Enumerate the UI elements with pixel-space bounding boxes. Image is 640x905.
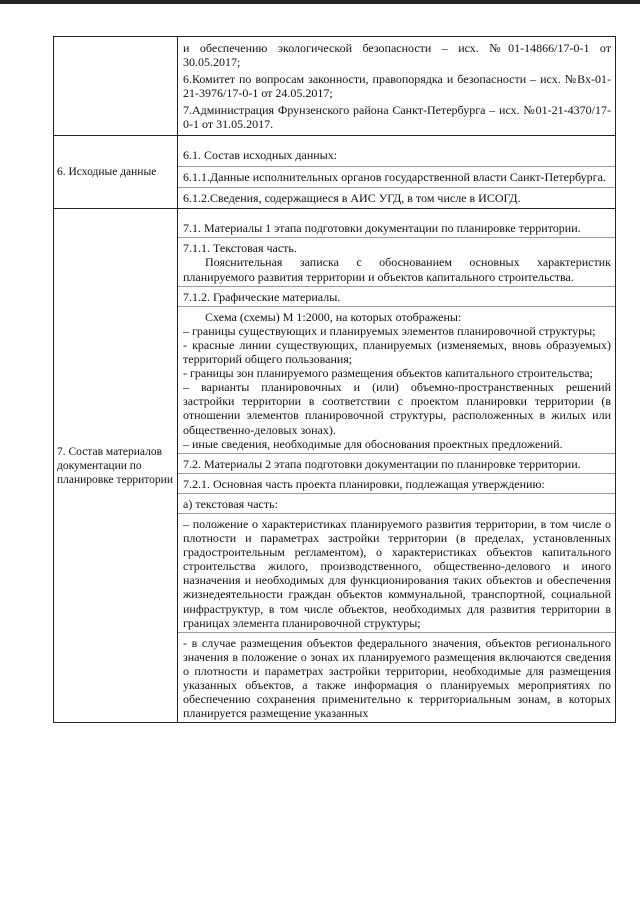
- list-item: – варианты планировочных и (или) объемно-пространственных решений застройки территории в соответствии с проектом планировки территории (в отношении элементов планировочной структуры, расположенных в жилых или общественно-деловых зонах).: [183, 380, 611, 437]
- paragraph: [178, 307, 615, 454]
- row-content-cell: [178, 136, 616, 209]
- paragraph: [178, 238, 615, 286]
- row-content-cell: [178, 209, 616, 723]
- list-item: – границы существующих и планируемых элементов планировочной структуры;: [183, 323, 596, 338]
- row-label: 6. Исходные данные: [57, 166, 157, 179]
- paragraph: 7.1.2. Графические материалы.: [178, 287, 615, 307]
- row-label: 7. Состав материалов документации по планировке территории: [57, 445, 173, 486]
- paragraph: 7.Администрация Фрунзенского района Санкт-Петербурга – исх. №01-21-4370/17-0-1 от 31.05.2017.: [183, 103, 611, 132]
- paragraph: 6.1.2.Сведения, содержащиеся в АИС УГД, в том числе в ИСОГД.: [183, 191, 521, 206]
- paragraph: 6.1.1.Данные исполнительных органов государственной власти Санкт-Петербурга.: [178, 167, 615, 188]
- row-label-cell: [54, 37, 178, 136]
- list-intro: Схема (схемы) М 1:2000, на которых отображены:: [205, 309, 462, 324]
- paragraph: – положение о характеристиках планируемого развития территории, в том числе о плотности и параметрах застройки территории (в пределах, установленных градостроительным регламентом), о характеристиках объектов капитального строительства жилого, производственного, общественно-делового и иного назначения и необходимых для функционирования таких объектов и обеспечения жизнедеятельности граждан объектов коммунальной, транспортной, социальной инфраструктур, в том числе объектов, необходимых для развития территории в границах элемента планировочной структуры;: [178, 514, 615, 633]
- top-border-line: [0, 0, 640, 4]
- paragraph: а) текстовая часть:: [178, 494, 615, 514]
- paragraph: 7.1. Материалы 1 этапа подготовки документации по планировке территории.: [178, 209, 615, 238]
- row-label-cell: [54, 209, 178, 723]
- subheading: 7.1.1. Текстовая часть.: [183, 241, 297, 256]
- list-item: - границы зон планируемого размещения объектов капитального строительства;: [183, 366, 593, 381]
- table-row: [54, 209, 616, 723]
- list-item: - красные линии существующих, планируемых (изменяемых, вновь образуемых) территорий общего пользования;: [183, 337, 611, 367]
- paragraph: 7.2.1. Основная часть проекта планировки, подлежащая утверждению:: [178, 474, 615, 494]
- list-item: – иные сведения, необходимые для обоснования проектных предложений.: [183, 436, 563, 451]
- paragraph: - в случае размещения объектов федерального значения, объектов регионального значения в положение о зонах их планируемого размещения включаются сведения о плотности и параметрах застройки территории, необходимые для размещения указанных объектов, а также информация о планируемых мероприятиях по обеспечению сохранения применительно к территориальным зонам, в которых планируется размещение указанных: [183, 635, 611, 721]
- paragraph: 6.1. Состав исходных данных:: [178, 136, 615, 167]
- row-content-cell: [178, 37, 616, 136]
- table-row: [54, 136, 616, 209]
- row-label-cell: [54, 136, 178, 209]
- paragraph: и обеспечению экологической безопасности – исх. №01-14866/17-0-1 от 30.05.2017;: [183, 41, 611, 70]
- paragraph: 6.Комитет по вопросам законности, правопорядка и безопасности – исх. №Вх-01-21-3976/17-0-1 от 24.05.2017;: [183, 72, 611, 101]
- paragraph-body: Пояснительная записка с обоснованием основных характеристик планируемого развития территории и объектов капитального строительства.: [183, 255, 611, 284]
- document-table: [53, 36, 616, 723]
- table-row: [54, 37, 616, 136]
- paragraph: 7.2. Материалы 2 этапа подготовки документации по планировке территории.: [178, 454, 615, 474]
